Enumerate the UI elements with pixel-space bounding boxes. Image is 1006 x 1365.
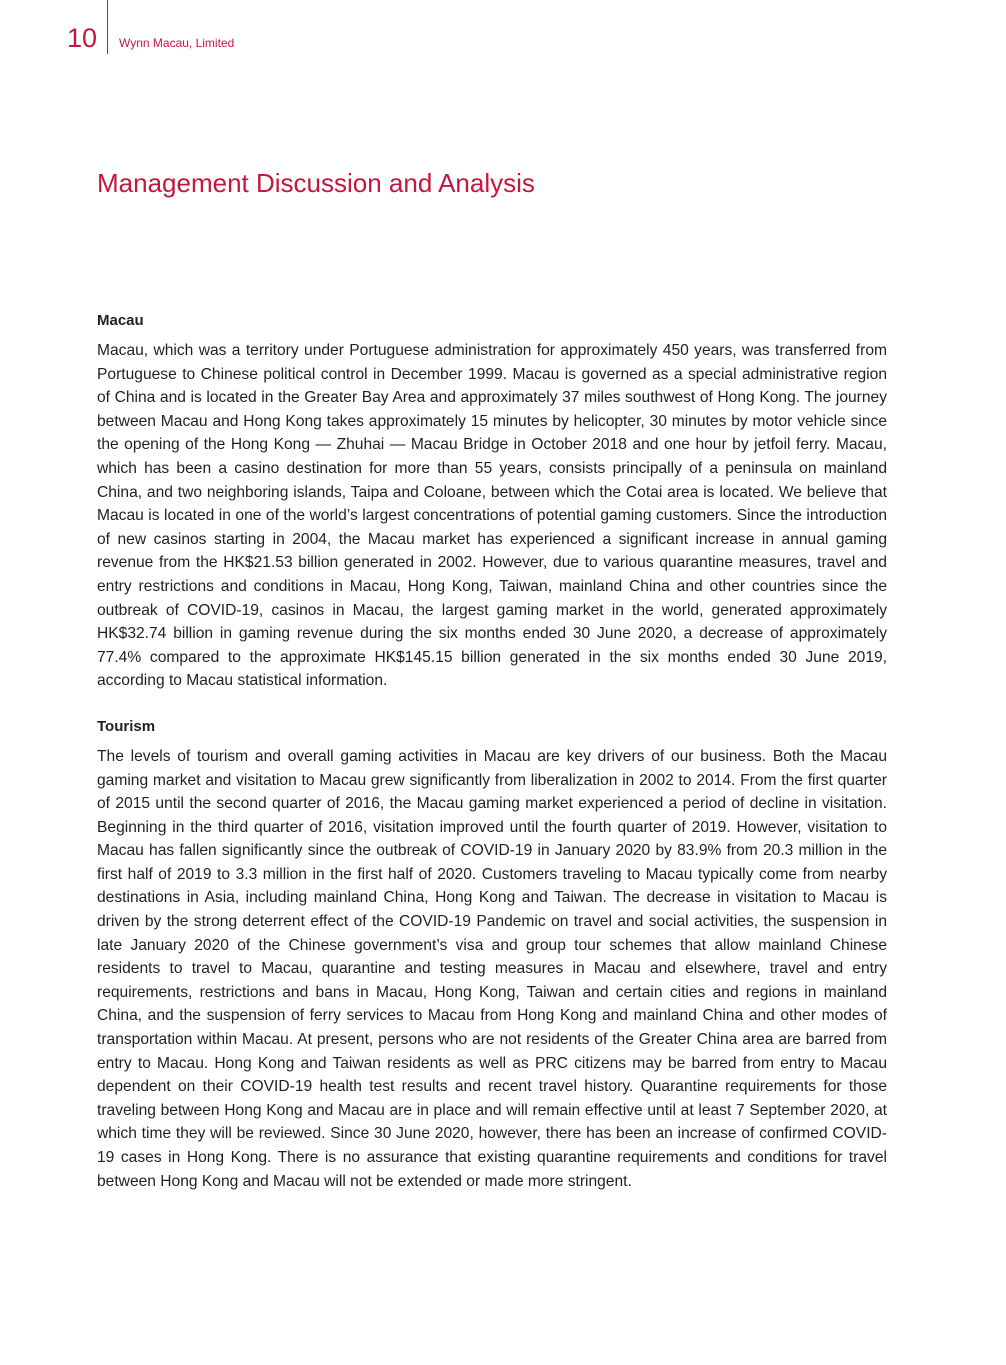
- header-divider: [107, 0, 108, 54]
- company-name: Wynn Macau, Limited: [119, 36, 235, 50]
- section-spacer: [97, 693, 887, 717]
- section-body-tourism: The levels of tourism and overall gaming activities in Macau are key drivers of our business. Both the Macau gaming market and visitation to Macau grew significantly from liberalization in 2002 to 2014. From the first quarter of 2015 until the second quarter of 2016, the Macau gaming market experienced a period of decline in visitation. Beginning in the third quarter of 2016, visitation improved until the fourth quarter of 2019. However, visitation to Macau has fallen significantly since the outbreak of COVID-19 in January 2020 by 83.9% from 20.3 million in the first half of 2019 to 3.3 million in the first half of 2020. Customers traveling to Macau typically come from nearby destinations in Asia, including mainland China, Hong Kong and Taiwan. The decrease in visitation to Macau is driven by the strong deterrent effect of the COVID-19 Pandemic on travel and social activities, the suspension in late January 2020 of the Chinese government’s visa and group tour schemes that allow mainland Chinese residents to travel to Macau, quarantine and testing measures in Macau and elsewhere, travel and entry requirements, restrictions and bans in Macau, Hong Kong, Taiwan and certain cities and regions in mainland China, and the suspension of ferry services to Macau from Hong Kong and mainland China and other modes of transportation within Macau. At present, persons who are not residents of the Greater China area are barred from entry to Macau. Hong Kong and Taiwan residents as well as PRC citizens may be barred from entry to Macau dependent on their COVID-19 health test results and recent travel history. Quarantine requirements for those traveling between Hong Kong and Macau are in place and will remain effective until at least 7 September 2020, at which time they will be reviewed. Since 30 June 2020, however, there has been an increase of confirmed COVID-19 cases in Hong Kong. There is no assurance that existing quarantine requirements and conditions for travel between Hong Kong and Macau will not be extended or made more stringent.: [97, 747, 887, 1190]
- section-heading-tourism: Tourism: [97, 717, 156, 735]
- page-title: Management Discussion and Analysis: [97, 168, 535, 198]
- page-number: 10: [67, 23, 98, 53]
- content-body: [97, 311, 887, 1193]
- section-body-macau: Macau, which was a territory under Portuguese administration for approximately 450 years, was transferred from Portuguese to Chinese political control in December 1999. Macau is governed as a special administrative region of China and is located in the Greater Bay Area and approximately 37 miles southwest of Hong Kong. The journey between Macau and Hong Kong takes approximately 15 minutes by helicopter, 30 minutes by motor vehicle since the opening of the Hong Kong — Zhuhai — Macau Bridge in October 2018 and one hour by jetfoil ferry. Macau, which has been a casino destination for more than 55 years, consists principally of a peninsula on mainland China, and two neighboring islands, Taipa and Coloane, between which the Cotai area is located. We believe that Macau is located in one of the world’s largest concentrations of potential gaming customers. Since the introduction of new casinos starting in 2004, the Macau market has experienced a significant increase in annual gaming revenue from the HK$21.53 billion generated in 2002. However, due to various quarantine measures, travel and entry restrictions and conditions in Macau, Hong Kong, Taiwan, mainland China and other countries since the outbreak of COVID-19, casinos in Macau, the largest gaming market in the world, generated approximately HK$32.74 billion in gaming revenue during the six months ended 30 June 2020, a decrease of approximately 77.4% compared to the approximate HK$145.15 billion generated in the six months ended 30 June 2019, according to Macau statistical information.: [97, 342, 887, 690]
- section-heading-macau: Macau: [97, 312, 144, 329]
